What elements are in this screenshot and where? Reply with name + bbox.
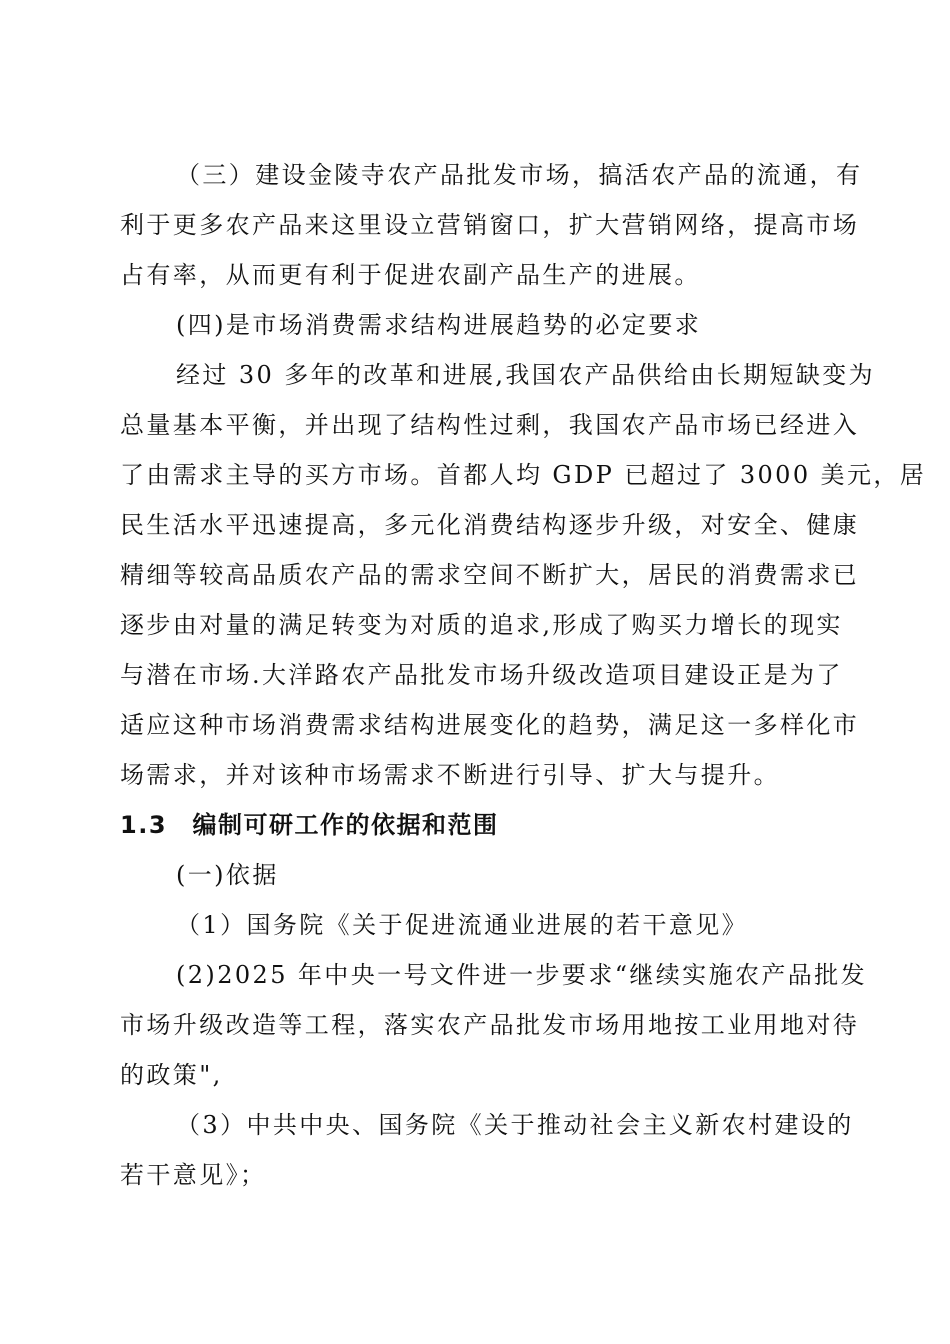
basis-item-2-line-1: (2)2025 年中央一号文件进一步要求“继续实施农产品批发 — [176, 961, 867, 989]
paragraph-4-line-7: 与潜在市场.大洋路农产品批发市场升级改造项目建设正是为了 — [120, 661, 843, 689]
basis-item-3-line-1: （3）中共中央、国务院《关于推动社会主义新农村建设的 — [176, 1111, 854, 1139]
paragraph-4-line-9: 场需求，并对该种市场需求不断进行引导、扩大与提升。 — [120, 761, 780, 789]
subheading-4: (四)是市场消费需求结构进展趋势的必定要求 — [176, 311, 702, 339]
subheading-basis: (一)依据 — [176, 861, 279, 889]
basis-item-2-line-2: 市场升级改造等工程，落实农产品批发市场用地按工业用地对待 — [120, 1011, 860, 1039]
paragraph-3-line-3: 占有率，从而更有利于促进农副产品生产的进展。 — [120, 261, 701, 289]
section-heading-1-3: 1.3 编制可研工作的依据和范围 — [120, 811, 499, 839]
basis-item-2-line-3: 的政策", — [120, 1061, 223, 1089]
paragraph-4-line-5: 精细等较高品质农产品的需求空间不断扩大，居民的消费需求已 — [120, 561, 860, 589]
paragraph-4-line-2: 总量基本平衡，并出现了结构性过剩，我国农产品市场已经进入 — [120, 411, 860, 439]
paragraph-4-line-1: 经过 30 多年的改革和进展,我国农产品供给由长期短缺变为 — [176, 361, 876, 389]
basis-item-1: （1）国务院《关于促进流通业进展的若干意见》 — [176, 911, 749, 939]
paragraph-3-line-1: （三）建设金陵寺农产品批发市场，搞活农产品的流通，有 — [176, 161, 863, 189]
paragraph-4-line-6: 逐步由对量的满足转变为对质的追求,形成了购买力增长的现实 — [120, 611, 843, 639]
paragraph-4-line-4: 民生活水平迅速提高，多元化消费结构逐步升级，对安全、健康 — [120, 511, 860, 539]
paragraph-4-line-3: 了由需求主导的买方市场。首都人均 GDP 已超过了 3000 美元，居 — [120, 461, 927, 489]
paragraph-3-line-2: 利于更多农产品来这里设立营销窗口，扩大营销网络，提高市场 — [120, 211, 860, 239]
basis-item-3-line-2: 若干意见》； — [120, 1161, 267, 1189]
paragraph-4-line-8: 适应这种市场消费需求结构进展变化的趋势，满足这一多样化市 — [120, 711, 860, 739]
